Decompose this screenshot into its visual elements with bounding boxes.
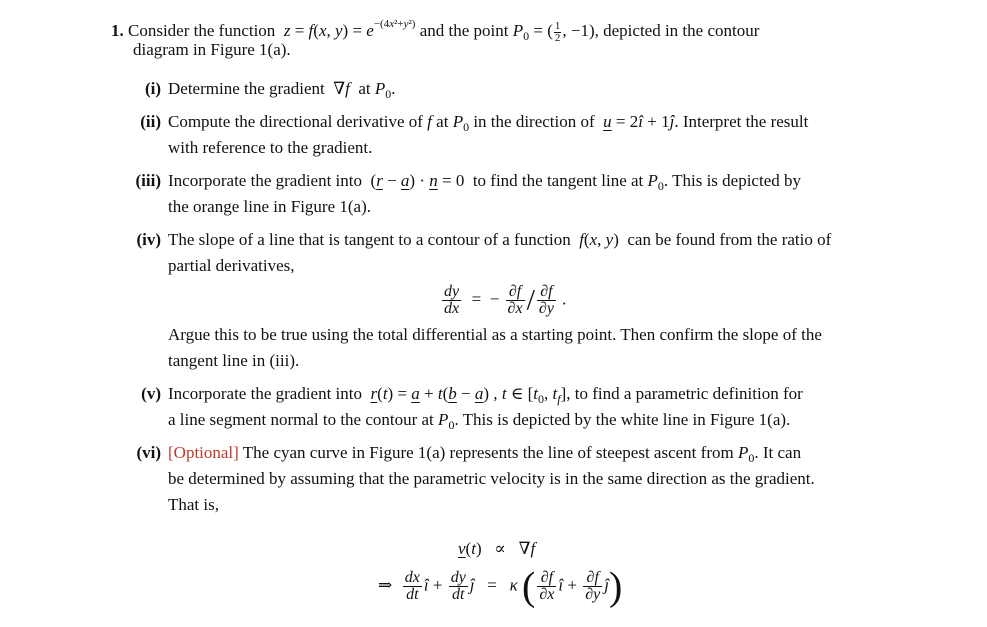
part-ii-text-a: Compute the directional derivative of bbox=[168, 112, 423, 131]
p0-math: $P_0$ bbox=[737, 443, 755, 465]
part-iv-text-a: The slope of a line that is tangent to a contour of a function bbox=[168, 230, 571, 249]
part-iv-line1 bbox=[168, 229, 831, 251]
partial-f-y-fraction-2: $\frac{\partial f}{\partial y}$ bbox=[585, 569, 601, 603]
part-v-text-a: Incorporate the gradient into bbox=[168, 384, 363, 403]
part-i-label: (i) bbox=[144, 79, 161, 98]
velocity-proportional-equation: v(t) ∝ ∇f bbox=[458, 539, 536, 558]
function-def: z = f(x, $y) = e^{-(4x^2+y^2)}$ bbox=[283, 18, 416, 40]
partial-f-x-fraction: $\frac{\partial f}{\partial x}$ bbox=[507, 283, 523, 317]
part-iii-text-b: to find the tangent line at bbox=[472, 171, 644, 190]
intro-text-a: Consider the function bbox=[128, 21, 276, 40]
direction-vector-math: u = 2î + 1ĵ bbox=[603, 112, 675, 131]
part-v-label: (v) bbox=[141, 384, 161, 403]
part-iv-line2: partial derivatives, bbox=[168, 256, 295, 275]
part-iii-text-a: Incorporate the gradient into bbox=[168, 171, 363, 190]
part-ii-text-d: . Interpret the result bbox=[674, 112, 809, 131]
optional-tag: [Optional] bbox=[168, 443, 239, 462]
plane-equation-math: (r − a) · n = 0 bbox=[366, 171, 469, 190]
part-vi-line3: That is, bbox=[168, 495, 219, 514]
point-p0-def: $P_0$ = ( $\frac{1}{2}$ , −1) bbox=[512, 19, 595, 44]
dy-dt-fraction: $\frac{dy}{dt}$ bbox=[450, 569, 466, 603]
part-ii-text-c: in the direction of bbox=[473, 112, 595, 131]
part-ii-line2: with reference to the gradient. bbox=[168, 138, 373, 157]
problem-intro-line2: diagram in Figure 1(a). bbox=[133, 40, 291, 59]
part-i-text-b: at bbox=[358, 79, 371, 98]
part-ii-text-b: at bbox=[436, 112, 449, 131]
dy-dx-fraction: $\frac{dy}{dx}$ bbox=[444, 283, 460, 317]
part-v-line2 bbox=[168, 409, 790, 436]
velocity-component-equation: ⇒ $\frac{dx}{dt}$ î + $\frac{dy}{dt}$ ĵ = κ ( $\frac{\partial f}{\partial x}$ î + $\frac{\partial f}{\partial y}$ ĵ) bbox=[378, 563, 623, 609]
dx-dt-fraction: $\frac{dx}{dt}$ bbox=[404, 569, 420, 603]
part-v-text-d: . This is depicted by the white line in Figure 1(a). bbox=[454, 410, 791, 429]
part-iii-label: (iii) bbox=[135, 171, 161, 190]
partial-f-x-fraction-2: $\frac{\partial f}{\partial x}$ bbox=[539, 569, 555, 603]
part-v-text-b: , to find a parametric definition for bbox=[566, 384, 803, 403]
f-math: f bbox=[427, 112, 432, 131]
part-iii-line1 bbox=[168, 170, 801, 197]
part-v-line1 bbox=[168, 383, 803, 410]
part-vi-text-b: . It can bbox=[754, 443, 802, 462]
part-v-text-c: a line segment normal to the contour at bbox=[168, 410, 434, 429]
part-i-line1 bbox=[168, 78, 396, 105]
intro-text-c: , depicted in the contour bbox=[594, 21, 760, 40]
part-iv-label: (iv) bbox=[136, 230, 161, 249]
p0-math: $P_0$ bbox=[647, 171, 664, 193]
problem-number: 1. bbox=[111, 21, 124, 40]
partial-f-y-fraction: $\frac{\partial f}{\partial y}$ bbox=[538, 283, 554, 317]
grad-f-math: ∇f bbox=[328, 79, 350, 98]
part-iv-line3: Argue this to be true using the total differential as a starting point. Then confirm the slope of the bbox=[168, 325, 822, 344]
part-iii-line2: the orange line in Figure 1(a). bbox=[168, 197, 371, 216]
part-i-text-a: Determine the gradient bbox=[168, 79, 325, 98]
parametric-line-math: r(t) = a + t(b − a) , t ∈ [$t_0$, $t_f$] bbox=[370, 384, 567, 406]
slope-equation: $\frac{dy}{dx}$ = − $\frac{\partial f}{\partial x}$ / $\frac{\partial f}{\partial y}$ . bbox=[444, 283, 567, 317]
part-vi-line2: be determined by assuming that the parametric velocity is in the same direction as the gradient. bbox=[168, 469, 815, 488]
part-iv-line4: tangent line in (iii). bbox=[168, 351, 300, 370]
p0-math: $P_0$. bbox=[374, 79, 396, 101]
part-vi-label: (vi) bbox=[136, 443, 161, 462]
part-iii-text-c: . This is depicted by bbox=[663, 171, 801, 190]
p0-math: $P_0$ bbox=[438, 410, 455, 432]
p0-math: $P_0$ bbox=[452, 112, 470, 134]
part-iv-text-b: can be found from the ratio of bbox=[627, 230, 832, 249]
intro-text-b: and the point bbox=[419, 21, 509, 40]
part-vi-line1 bbox=[168, 442, 801, 469]
part-ii-line1 bbox=[168, 111, 808, 138]
part-ii-label: (ii) bbox=[140, 112, 161, 131]
fxy-math: f(x, y) bbox=[579, 230, 624, 249]
part-vi-text-a: The cyan curve in Figure 1(a) represents the line of steepest ascent from bbox=[242, 443, 734, 462]
